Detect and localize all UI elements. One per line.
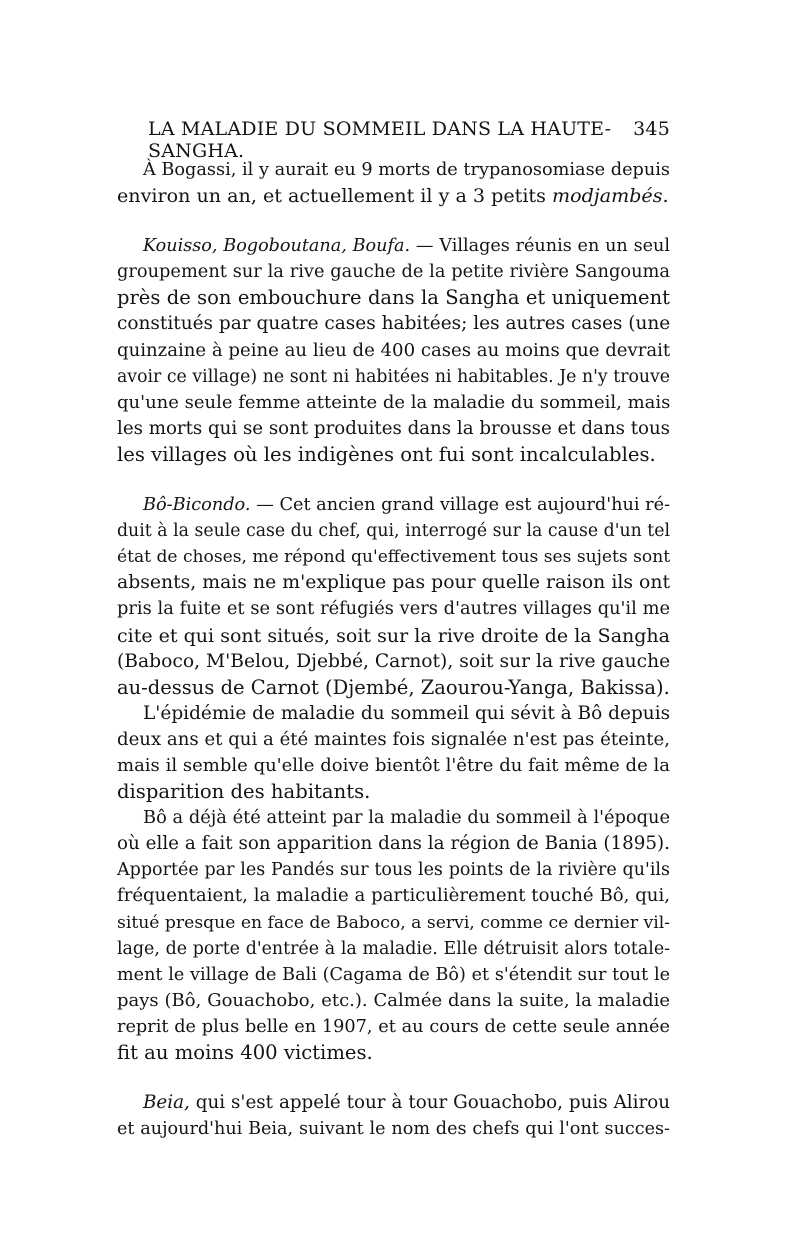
text-line: au-dessus de Carnot (Djembé, Zaourou-Yanga, Bakissa). <box>117 675 670 699</box>
text-line: Bô a déjà été atteint par la maladie du sommeil à l'époque <box>143 807 670 829</box>
text-line: À Bogassi, il y aurait eu 9 morts de trypanosomiase depuis <box>143 160 670 180</box>
text-line <box>117 183 670 209</box>
text-line <box>117 1090 670 1116</box>
text-line: qu'une seule femme atteinte de la maladie du sommeil, mais <box>117 391 671 413</box>
village-name: Bô-Bicondo. <box>143 495 251 516</box>
paragraph-bogassi <box>117 157 670 209</box>
text-line: absents, mais ne m'explique pas pour quelle raison ils ont <box>117 572 670 594</box>
text-line: duit à la seule case du chef, qui, interrogé sur la cause d'un tel <box>117 521 670 542</box>
paragraph-beia <box>117 1090 670 1142</box>
text-run: — Cet ancien grand village est aujourd'hui ré- <box>250 495 671 516</box>
text-line: groupement sur la rive gauche de la petite rivière Sangouma <box>117 261 670 283</box>
text-line: les morts qui se sont produites dans la brousse et dans tous <box>117 417 671 439</box>
paragraph-bo-history <box>117 805 670 1066</box>
village-name: Beia, <box>143 1092 190 1114</box>
text-line: reprit de plus belle en 1907, et au cours de cette seule année <box>117 1016 670 1037</box>
running-title: LA MALADIE DU SOMMEIL DANS LA HAUTE-SANGHA. <box>148 118 612 162</box>
text-line: constitués par quatre cases habitées; les autres cases (une <box>117 313 671 335</box>
text-line: (Baboco, M'Belou, Djebbé, Carnot), soit sur la rive gauche <box>117 650 671 672</box>
text-line: disparition des habitants. <box>117 780 371 804</box>
page-number: 345 <box>633 118 670 140</box>
text-run: environ un an, et actuellement il y a 3 petits <box>117 184 552 208</box>
text-line: cite et qui sont situés, soit sur la rive droite de la Sangha <box>117 624 670 647</box>
text-line: ment le village de Bali (Cagama de Bô) et s'étendit sur tout le <box>117 964 670 985</box>
text-run: qui s'est appelé tour à tour Gouachobo, puis Alirou <box>189 1092 670 1114</box>
text-line: pays (Bô, Gouachobo, etc.). Calmée dans la suite, la maladie <box>117 989 670 1011</box>
text-line: les villages où les indigènes ont fui sont incalculables. <box>117 442 656 466</box>
text-line <box>117 233 670 259</box>
text-line: lage, de porte d'entrée à la maladie. Elle détruisit alors totale- <box>117 938 670 959</box>
text-line: où elle a fait son apparition dans la région de Bania (1895). <box>117 833 670 855</box>
paragraph-kouisso <box>117 233 670 468</box>
paragraph-epidemie <box>117 701 670 805</box>
text-line: et aujourd'hui Beia, suivant le nom des chefs qui l'ont succes- <box>117 1119 670 1140</box>
paragraph-bo-bicondo <box>117 492 670 701</box>
text-line: situé presque en face de Baboco, a servi, comme ce dernier vil- <box>117 912 671 933</box>
text-line: près de son embouchure dans la Sangha et uniquement <box>117 286 670 310</box>
text-line: avoir ce village) ne sont ni habitées ni habitables. Je n'y trouve <box>117 366 670 387</box>
text-line: quinzaine à peine au lieu de 400 cases au moins que devrait <box>117 339 671 361</box>
text-line: état de choses, me répond qu'effectivement tous ses sujets sont <box>117 547 671 568</box>
text-line: deux ans et qui a été maintes fois signalée n'est pas éteinte, <box>117 728 670 750</box>
text-line: fit au moins 400 victimes. <box>117 1041 373 1064</box>
text-line: fréquentaient, la maladie a particulièrement touché Bô, qui, <box>117 885 670 907</box>
italic-term: modjambés. <box>551 184 669 208</box>
running-header <box>148 118 670 162</box>
text-line: Apportée par les Pandés sur tous les points de la rivière qu'ils <box>117 860 670 881</box>
village-names: Kouisso, Bogoboutana, Boufa. <box>143 236 411 257</box>
text-line: pris la fuite et se sont réfugiés vers d'autres villages qu'il me <box>117 598 670 620</box>
text-line: mais il semble qu'elle doive bientôt l'être du fait même de la <box>117 754 670 776</box>
page-body <box>117 157 670 1142</box>
text-run: — Villages réunis en un seul <box>410 236 670 257</box>
text-line: L'épidémie de maladie du sommeil qui sévit à Bô depuis <box>143 702 671 724</box>
text-line <box>117 492 670 518</box>
